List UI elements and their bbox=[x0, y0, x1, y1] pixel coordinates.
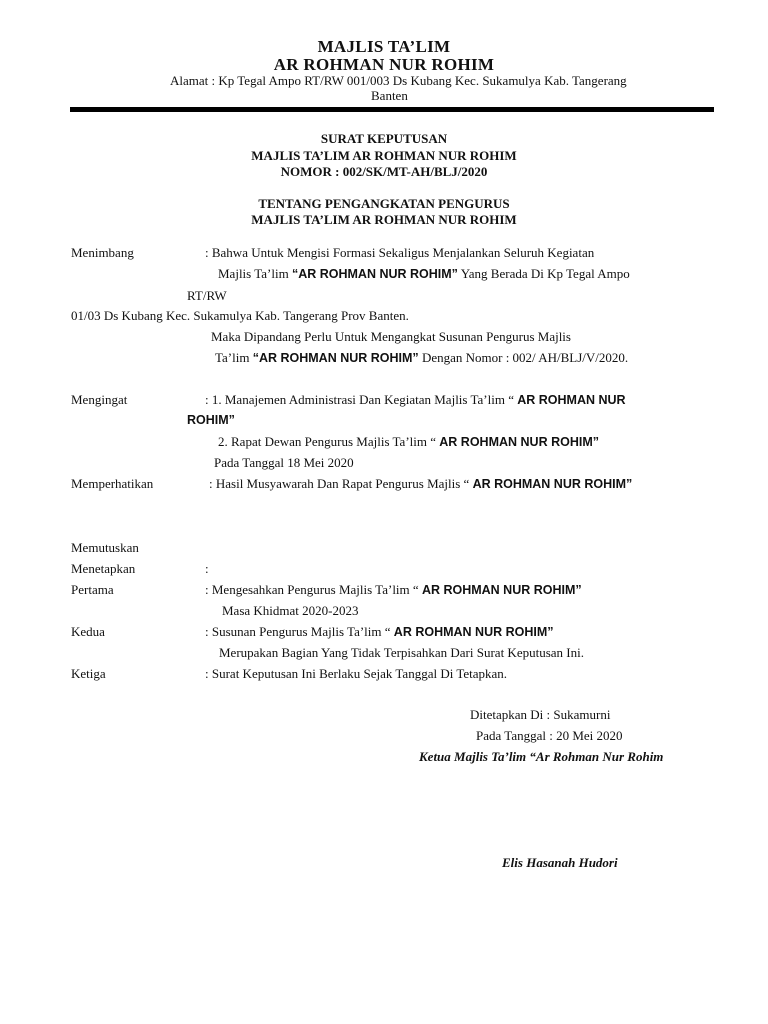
doc-title: SURAT KEPUTUSAN bbox=[320, 131, 448, 146]
menimbang-label: Menimbang bbox=[71, 245, 134, 260]
memperhatikan-line1: : Hasil Musyawarah Dan Rapat Pengurus Majlis “ AR ROHMAN NUR ROHIM” bbox=[209, 476, 633, 491]
memutuskan-label: Memutuskan bbox=[71, 540, 139, 555]
menimbang-line1: : Bahwa Untuk Mengisi Formasi Sekaligus Menjalankan Seluruh Kegiatan bbox=[205, 245, 595, 260]
address-line1: Alamat : Kp Tegal Ampo RT/RW 001/003 Ds Kubang Kec. Sukamulya Kab. Tangerang bbox=[170, 73, 627, 88]
doc-about1: TENTANG PENGANGKATAN PENGURUS bbox=[258, 196, 510, 211]
menimbang-line3: RT/RW bbox=[187, 288, 227, 303]
menimbang-line5: Maka Dipandang Perlu Untuk Mengangkat Susunan Pengurus Majlis bbox=[211, 329, 571, 344]
signature-name: Elis Hasanah Hudori bbox=[502, 855, 618, 870]
doc-org: MAJLIS TA’LIM AR ROHMAN NUR ROHIM bbox=[251, 148, 517, 163]
pertama-label: Pertama bbox=[71, 582, 114, 597]
menimbang-line2: Majlis Ta’lim “AR ROHMAN NUR ROHIM” Yang Berada Di Kp Tegal Ampo bbox=[218, 266, 630, 281]
pertama-line2: Masa Khidmat 2020-2023 bbox=[222, 603, 359, 618]
kedua-line1: : Susunan Pengurus Majlis Ta’lim “ AR ROHMAN NUR ROHIM” bbox=[205, 624, 554, 639]
signature-place: Ditetapkan Di : Sukamurni bbox=[470, 707, 611, 722]
menimbang-line6: Ta’lim “AR ROHMAN NUR ROHIM” Dengan Nomor : 002/ AH/BLJ/V/2020. bbox=[215, 350, 629, 365]
ketiga-line1: : Surat Keputusan Ini Berlaku Sejak Tanggal Di Tetapkan. bbox=[205, 666, 508, 681]
kedua-label: Kedua bbox=[71, 624, 105, 639]
org-name-line1: MAJLIS TA’LIM bbox=[317, 37, 451, 56]
ketiga-label: Ketiga bbox=[71, 666, 106, 681]
address-line2: Banten bbox=[371, 88, 408, 103]
memperhatikan-label: Memperhatikan bbox=[71, 476, 154, 491]
mengingat-label: Mengingat bbox=[71, 392, 128, 407]
signature-date: Pada Tanggal : 20 Mei 2020 bbox=[476, 728, 623, 743]
kedua-line2: Merupakan Bagian Yang Tidak Terpisahkan Dari Surat Keputusan Ini. bbox=[219, 645, 584, 660]
doc-number: NOMOR : 002/SK/MT-AH/BLJ/2020 bbox=[280, 164, 488, 179]
doc-about2: MAJLIS TA’LIM AR ROHMAN NUR ROHIM bbox=[251, 212, 517, 227]
menetapkan-label: Menetapkan bbox=[71, 561, 136, 576]
signature-position: Ketua Majlis Ta’lim “Ar Rohman Nur Rohim bbox=[419, 749, 664, 764]
pertama-line1: : Mengesahkan Pengurus Majlis Ta’lim “ AR ROHMAN NUR ROHIM” bbox=[205, 582, 582, 597]
header-divider bbox=[70, 107, 714, 112]
mengingat-line2: ROHIM” bbox=[187, 413, 235, 427]
menetapkan-colon: : bbox=[205, 561, 209, 576]
mengingat-line4: Pada Tanggal 18 Mei 2020 bbox=[214, 455, 354, 470]
mengingat-line1: : 1. Manajemen Administrasi Dan Kegiatan Majlis Ta’lim “ AR ROHMAN NUR bbox=[205, 392, 626, 407]
menimbang-line4: 01/03 Ds Kubang Kec. Sukamulya Kab. Tangerang Prov Banten. bbox=[71, 308, 409, 323]
mengingat-line3: 2. Rapat Dewan Pengurus Majlis Ta’lim “ AR ROHMAN NUR ROHIM” bbox=[218, 434, 599, 449]
org-name-line2: AR ROHMAN NUR ROHIM bbox=[273, 55, 495, 74]
